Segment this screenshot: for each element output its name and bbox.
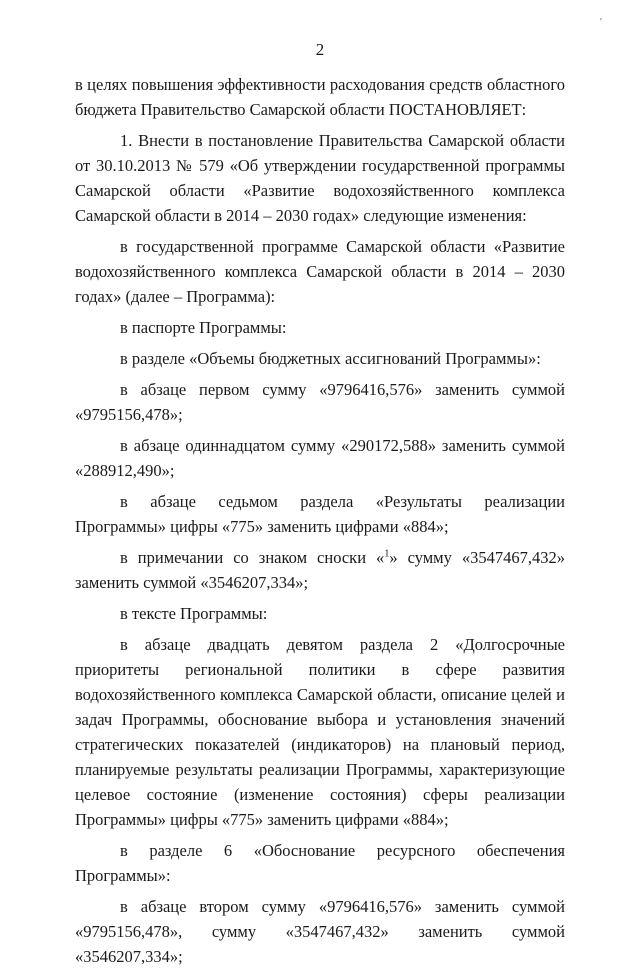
paragraph-passport: в паспорте Программы:: [120, 318, 287, 337]
paragraph-footnote-note: [75, 545, 565, 595]
footnote-superscript: 1: [384, 548, 390, 560]
page-number: 2: [315, 40, 325, 59]
paragraph-program-definition: в государственной программе Самарской области «Развитие водохозяйственного комплекса Самарской области в 2014 – 2030 годах» (далее – Программа):: [75, 237, 565, 306]
paragraph-intro: в целях повышения эффективности расходования средств областного бюджета Правительство Самарской области ПОСТАНОВЛЯЕТ:: [75, 75, 565, 119]
paragraph-budget-section: в разделе «Объемы бюджетных ассигнований Программы»:: [120, 349, 541, 368]
paragraph-seventh-abzac: в абзаце седьмом раздела «Результаты реализации Программы» цифры «775» заменить цифрами «884»;: [75, 492, 565, 536]
paragraph-section-6: в разделе 6 «Обоснование ресурсного обеспечения Программы»:: [75, 841, 565, 885]
corner-tick-mark: ′: [600, 17, 603, 28]
paragraph-second-abzac: в абзаце втором сумму «9796416,576» заменить суммой «9795156,478», сумму «3547467,432» заменить суммой «3546207,334»;: [75, 897, 565, 966]
paragraph-item-1: 1. Внести в постановление Правительства Самарской области от 30.10.2013 № 579 «Об утверждении государственной программы Самарской области «Развитие водохозяйственного комплекса Самарской области в 2014 – 2030 годах» следующие изменения:: [75, 131, 565, 225]
paragraph-eleventh-abzac: в абзаце одиннадцатом сумму «290172,588» заменить суммой «288912,490»;: [75, 436, 565, 480]
paragraph-section-2: в абзаце двадцать девятом раздела 2 «Долгосрочные приоритеты региональной политики в сфере развития водохозяйственного комплекса Самарской области, описание целей и задач Программы, обоснование выбора и установления значений стратегических показателей (индикаторов) на плановый период, планируемые результаты реализации Программы, характеризующие целевое состояние (изменение состояния) сферы реализации Программы» цифры «775» заменить цифрами «884»;: [75, 635, 565, 829]
paragraph-program-text: в тексте Программы:: [120, 604, 268, 623]
footnote-text-after: » сумму «3547467,432» заменить суммой «3546207,334»;: [75, 548, 565, 592]
paragraph-first-abzac: в абзаце первом сумму «9796416,576» заменить суммой «9795156,478»;: [75, 380, 565, 424]
document-body: [75, 72, 565, 975]
footnote-text-before: в примечании со знаком сноски «: [120, 548, 385, 567]
